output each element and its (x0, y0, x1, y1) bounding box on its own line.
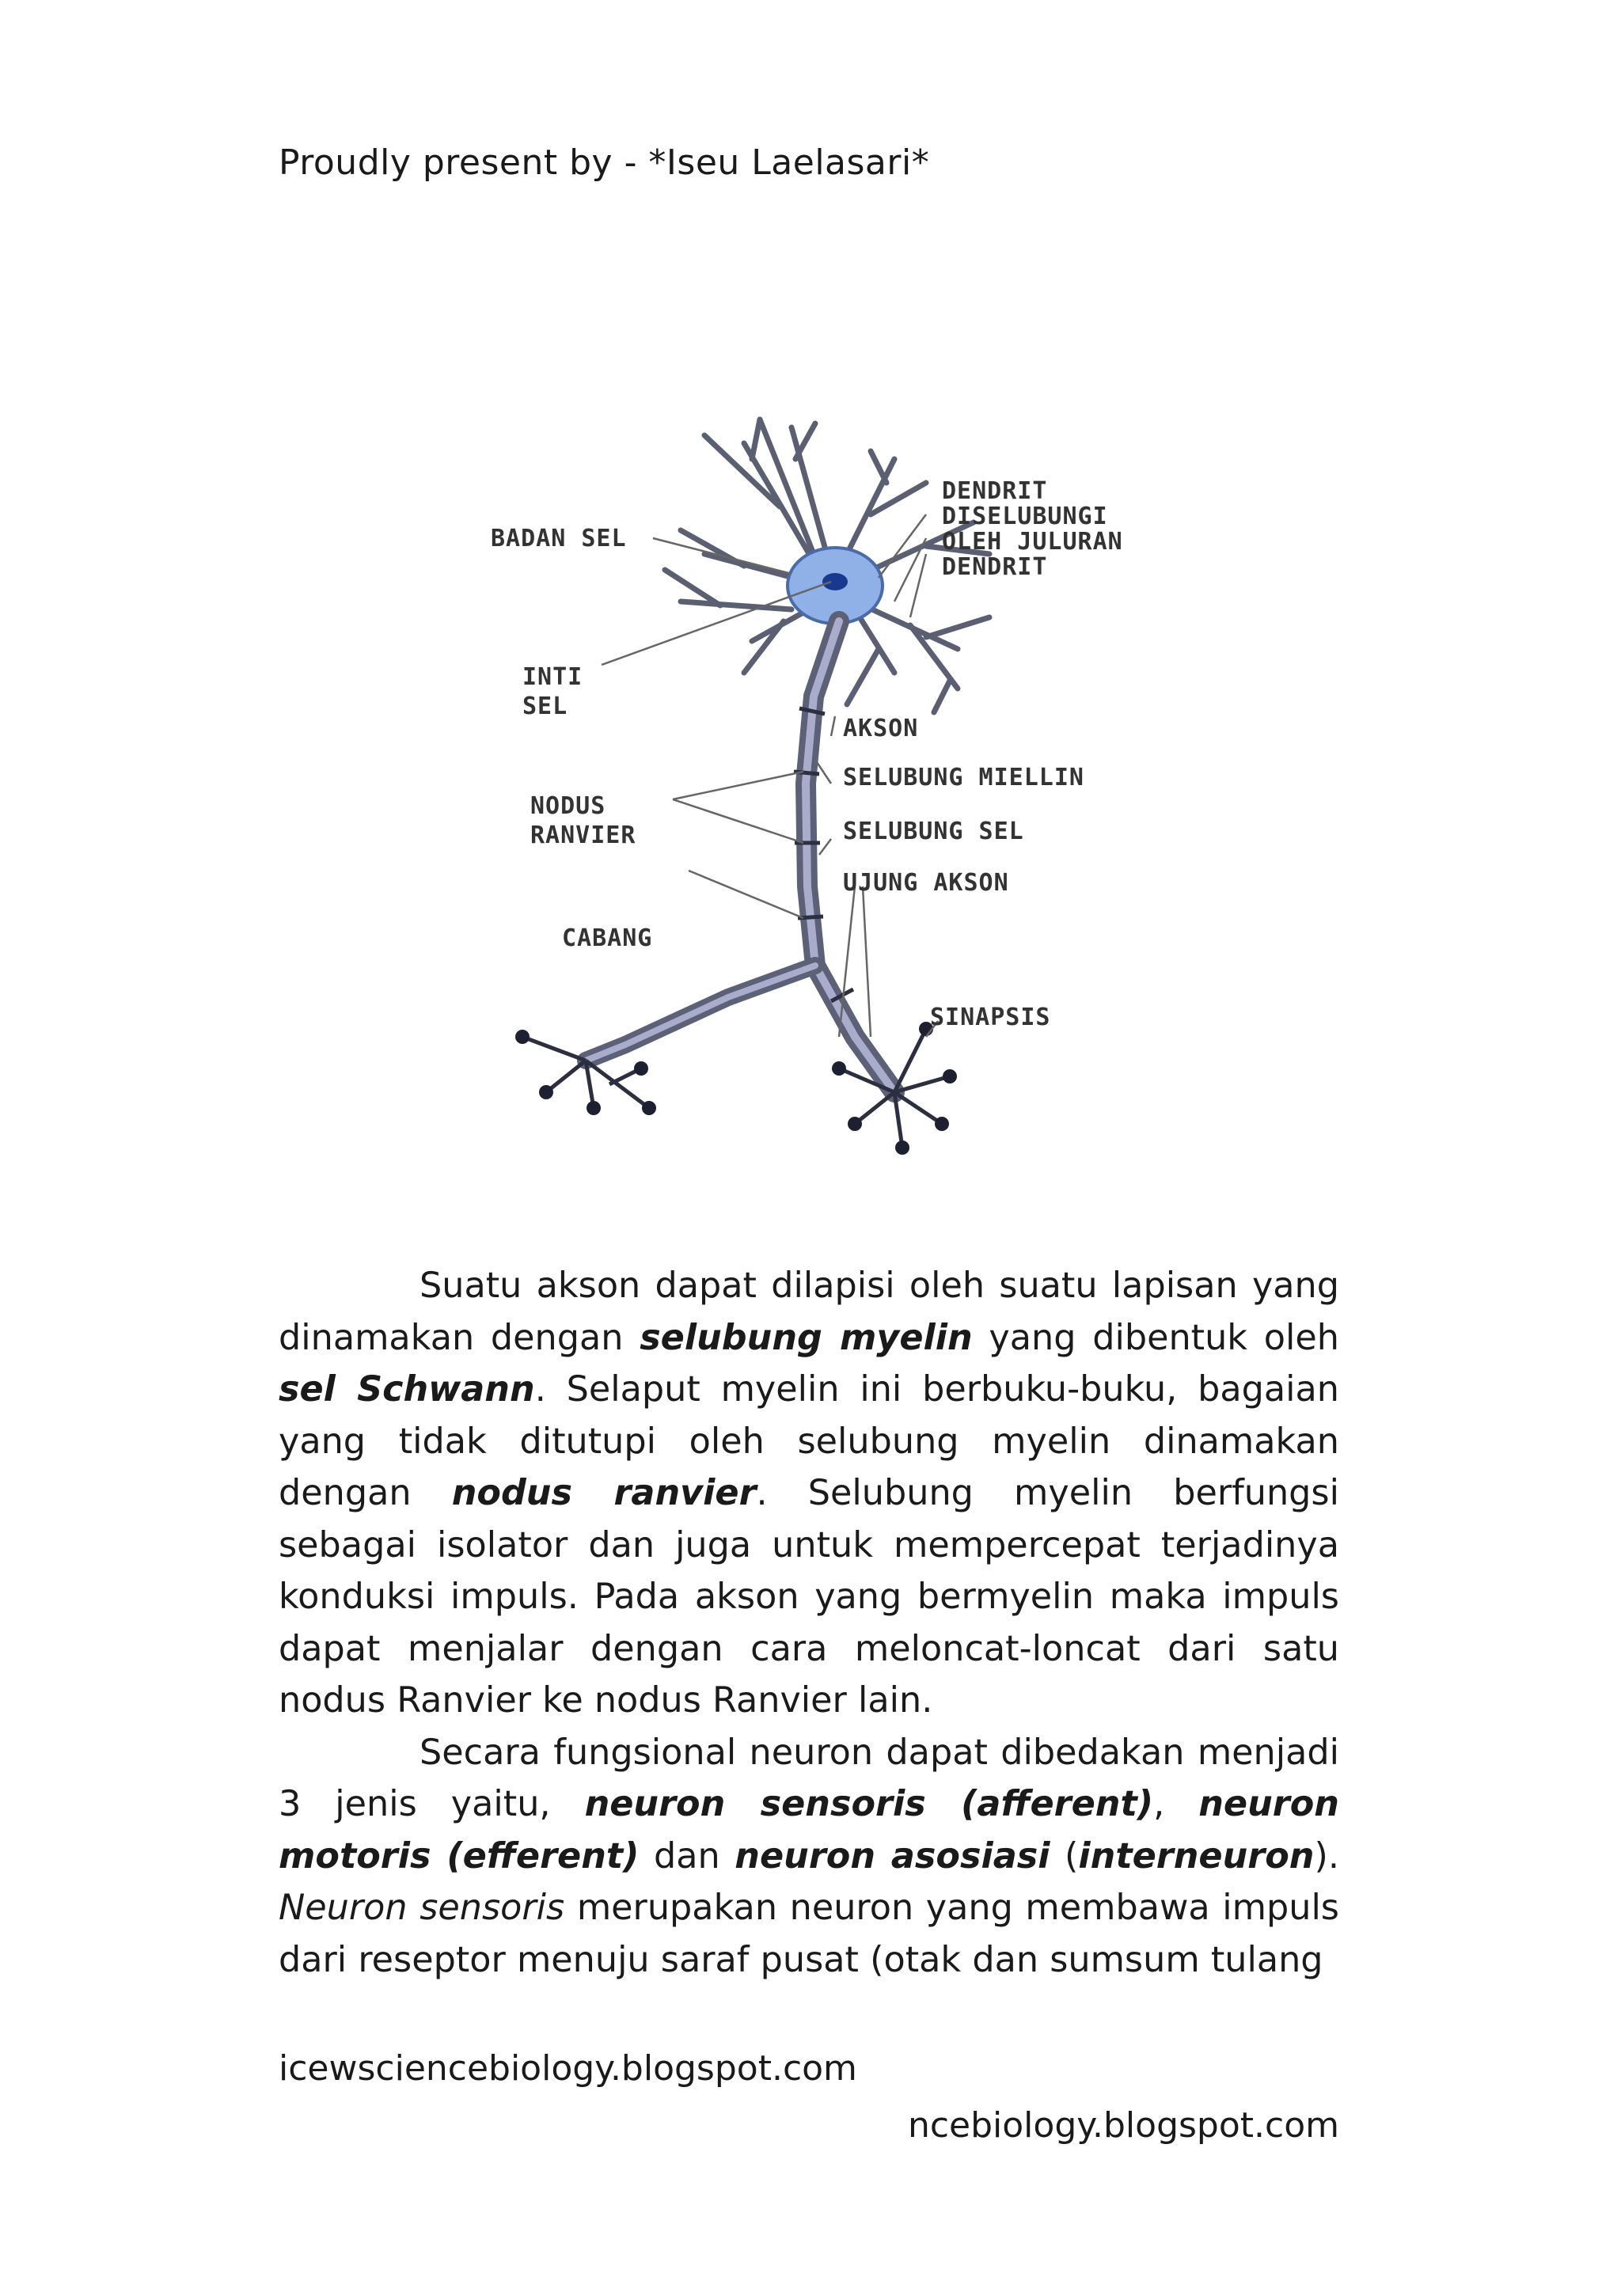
label-dendrit-4: DENDRIT (942, 553, 1048, 581)
p1-text-3: . Selaput myelin ini berbuku-buku, bagaian yang tidak ditutupi oleh selubung myelin dinamakan dengan (279, 1369, 1339, 1513)
label-nodus-1: NODUS (530, 792, 606, 820)
label-sinapsis: SINAPSIS (930, 1004, 1051, 1031)
label-dendrit-2: DISELUBUNGI (942, 503, 1108, 530)
paragraph-2 (279, 1727, 1339, 1987)
label-dendrit-3: OLEH JULURAN (942, 528, 1123, 556)
term-neuron-sensoris-italic: Neuron sensoris (279, 1888, 565, 1928)
term-neuron-asosiasi: neuron asosiasi (735, 1835, 1050, 1877)
neuron-illustration (483, 412, 1195, 1195)
paragraph-1 (279, 1260, 1339, 1727)
label-dendrit-1: DENDRIT (942, 477, 1048, 505)
term-interneuron: interneuron (1078, 1835, 1315, 1877)
label-selubung-sel: SELUBUNG SEL (843, 818, 1024, 845)
p1-text-1: Suatu akson dapat dilapisi oleh suatu lapisan yang dinamakan dengan (279, 1266, 1339, 1358)
p2-text-2: , (1153, 1784, 1199, 1824)
label-selubung-miellin: SELUBUNG MIELLIN (843, 764, 1084, 791)
term-neuron-sensoris: neuron sensoris (afferent) (584, 1784, 1154, 1824)
term-nodus-ranvier: nodus ranvier (451, 1473, 757, 1513)
term-selubung-myelin: selubung myelin (640, 1317, 973, 1358)
p2-text-1: Secara fungsional neuron dapat dibedakan menjadi 3 jenis yaitu, (279, 1732, 1339, 1824)
body-text (279, 1260, 1339, 1986)
neuron-diagram (483, 412, 1195, 1195)
label-cabang: CABANG (562, 924, 653, 952)
p1-text-4: . Selubung myelin berfungsi sebagai isolator dan juga untuk mempercepat terjadinya konduksi impuls. Pada akson yang bermyelin maka impuls dapat menjalar dengan cara meloncat-loncat dari satu nodus Ranvier ke nodus Ranvier lain. (279, 1473, 1339, 1721)
label-badan-sel: BADAN SEL (491, 525, 627, 552)
term-sel-schwann: sel Schwann (279, 1369, 535, 1410)
footer-right-url: ncebiology.blogspot.com (907, 2105, 1339, 2146)
p1-text-2: yang dibentuk oleh (972, 1317, 1339, 1358)
term-neuron-motoris: neuron motoris (efferent) (279, 1784, 1339, 1877)
page-header: Proudly present by - *Iseu Laelasari* (279, 142, 930, 183)
label-akson: AKSON (843, 715, 919, 742)
label-ujung-akson: UJUNG AKSON (843, 869, 1009, 897)
label-inti-1: INTI (522, 663, 583, 691)
nucleus (822, 573, 848, 590)
label-inti-2: SEL (522, 693, 568, 720)
p2-text-3: dan (639, 1835, 735, 1877)
p2-text-6: merupakan neuron yang membawa impuls dari reseptor menuju saraf pusat (otak dan sumsum tulang (279, 1888, 1339, 1980)
p2-text-4: ( (1050, 1835, 1079, 1877)
p2-text-5: ). (1314, 1835, 1339, 1877)
footer-left-url: icewsciencebiology.blogspot.com (279, 2048, 857, 2089)
axon-terminals (522, 1029, 950, 1148)
label-nodus-2: RANVIER (530, 822, 636, 849)
